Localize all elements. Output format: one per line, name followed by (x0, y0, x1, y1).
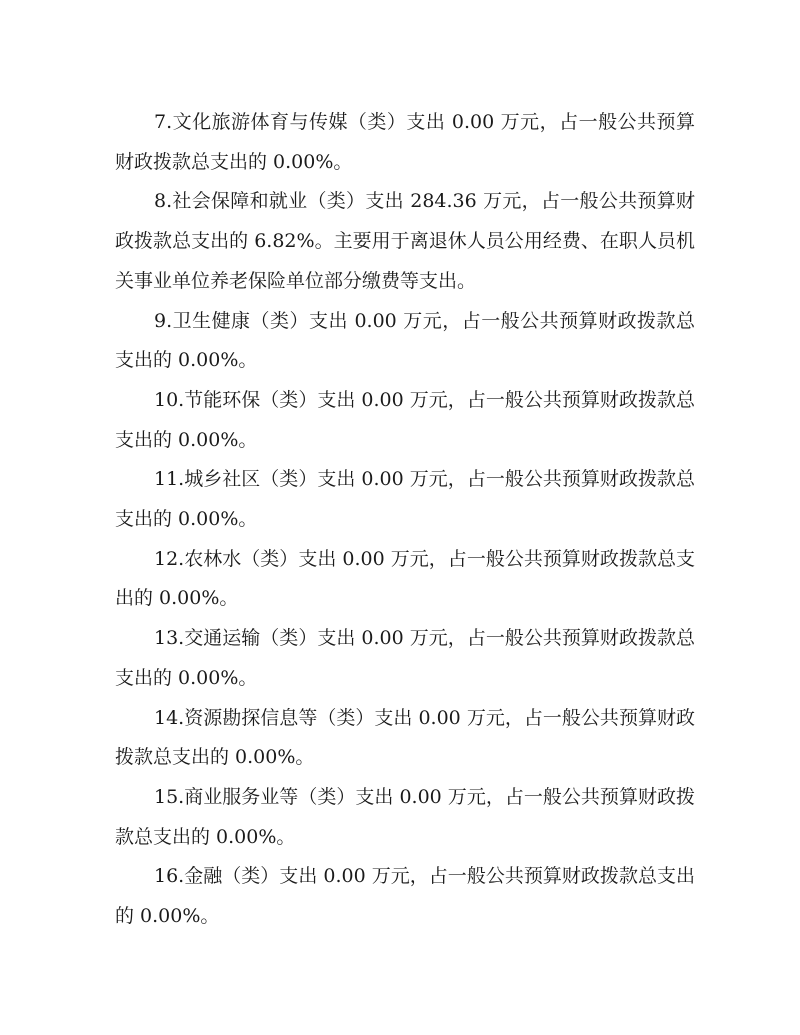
paragraph-urban-rural-community: 11.城乡社区（类）支出 0.00 万元，占一般公共预算财政拨款总支出的 0.00%。 (115, 468, 695, 531)
document-body (115, 103, 695, 937)
paragraph-finance: 16.金融（类）支出 0.00 万元，占一般公共预算财政拨款总支出的 0.00%。 (115, 865, 695, 928)
paragraph-energy-environment: 10.节能环保（类）支出 0.00 万元，占一般公共预算财政拨款总支出的 0.00%。 (115, 388, 695, 451)
paragraph-agriculture-forestry-water: 12.农林水（类）支出 0.00 万元，占一般公共预算财政拨款总支出的 0.00%。 (115, 547, 695, 610)
paragraph-health: 9.卫生健康（类）支出 0.00 万元，占一般公共预算财政拨款总支出的 0.00%。 (115, 309, 695, 372)
paragraph-resource-exploration-information: 14.资源勘探信息等（类）支出 0.00 万元，占一般公共预算财政拨款总支出的 0.00%。 (115, 706, 695, 769)
paragraph-social-security-employment: 8.社会保障和就业（类）支出 284.36 万元，占一般公共预算财政拨款总支出的 6.82%。主要用于离退休人员公用经费、在职人员机关事业单位养老保险单位部分缴费等支出。 (115, 190, 695, 292)
paragraph-transportation: 13.交通运输（类）支出 0.00 万元，占一般公共预算财政拨款总支出的 0.00%。 (115, 627, 695, 689)
paragraph-culture-tourism-sports-media: 7.文化旅游体育与传媒（类）支出 0.00 万元，占一般公共预算财政拨款总支出的 0.00%。 (115, 111, 695, 173)
paragraph-commerce-services: 15.商业服务业等（类）支出 0.00 万元，占一般公共预算财政拨款总支出的 0.00%。 (115, 785, 695, 848)
